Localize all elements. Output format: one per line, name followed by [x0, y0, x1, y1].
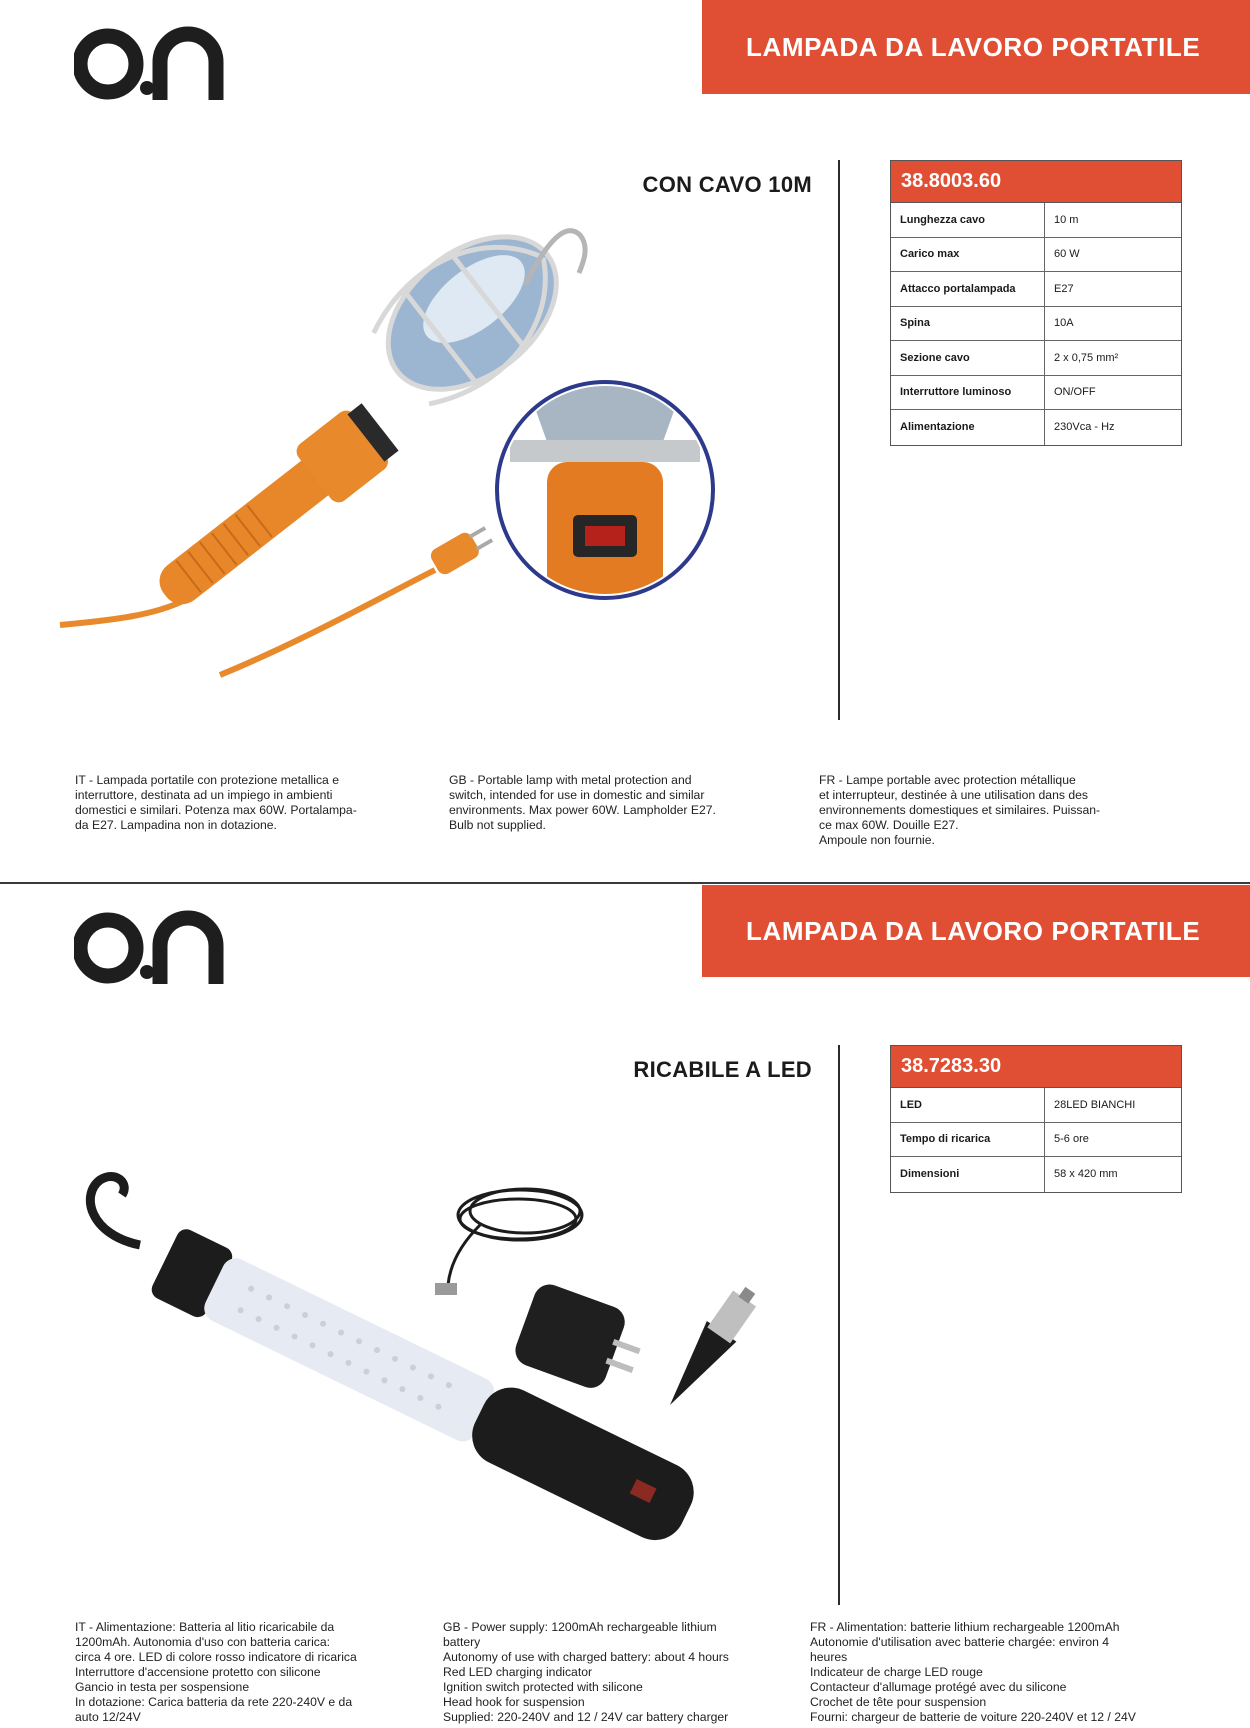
- spec-row: [891, 410, 1181, 445]
- led-lamp-image: [70, 1165, 800, 1545]
- spec-key: LED: [891, 1088, 1045, 1122]
- banner-title: LAMPADA DA LAVORO PORTATILE: [746, 31, 1201, 62]
- spec-row: [891, 203, 1181, 238]
- spec-row: [891, 238, 1181, 273]
- spec-value: 60 W: [1054, 248, 1080, 261]
- spec-key: Sezione cavo: [891, 341, 1045, 375]
- spec-key: Interruttore luminoso: [891, 376, 1045, 410]
- description-fr: FR - Lampe portable avec protection métallique et interrupteur, destinée à une utilisation dans des environnements domestiques et similaires. Puissan- ce max 60W. Douille E27. Ampoule non fournie.: [819, 773, 1101, 847]
- spec-key: Attacco portalampada: [891, 272, 1045, 306]
- header-banner: [702, 0, 1250, 94]
- spec-key: Alimentazione: [891, 410, 1045, 445]
- product-title: CON CAVO 10M: [642, 172, 812, 197]
- spec-row: [891, 1123, 1181, 1158]
- brand-logo: [74, 910, 224, 986]
- spec-value: 58 x 420 mm: [1054, 1168, 1118, 1181]
- spec-row: [891, 341, 1181, 376]
- description-it: IT - Lampada portatile con protezione metallica e interruttore, destinata ad un impiego in ambienti domestici e similari. Potenza max 60W. Portalampa- da E27. Lampadina non in dotazione.: [75, 773, 357, 832]
- product-code: 38.8003.60: [891, 161, 1181, 203]
- spec-key: Carico max: [891, 238, 1045, 272]
- spec-value: E27: [1054, 282, 1074, 295]
- spec-row: [891, 1088, 1181, 1123]
- spec-value: 5-6 ore: [1054, 1133, 1089, 1146]
- spec-key: Lunghezza cavo: [891, 203, 1045, 237]
- spec-value: 28LED BIANCHI: [1054, 1098, 1136, 1111]
- vertical-divider: [838, 1045, 840, 1605]
- spec-key: Spina: [891, 307, 1045, 341]
- product-code: 38.7283.30: [891, 1046, 1181, 1088]
- on-logo-icon: [74, 910, 224, 986]
- description-gb: GB - Power supply: 1200mAh rechargeable lithium battery Autonomy of use with charged battery: about 4 hours Red LED charging indicator Ignition switch protected with silicone Head hook for suspension Supplied: 220-240V and 12 / 24V car battery charger: [443, 1620, 729, 1724]
- spec-key: Tempo di ricarica: [891, 1123, 1045, 1157]
- spec-table: [890, 1045, 1182, 1193]
- spec-row: [891, 1157, 1181, 1192]
- spec-value: 10 m: [1054, 213, 1079, 226]
- spec-key: Dimensioni: [891, 1157, 1045, 1192]
- spec-row: [891, 272, 1181, 307]
- spec-value: ON/OFF: [1054, 386, 1096, 399]
- product-panel-2: [0, 885, 1250, 1728]
- spec-value: 2 x 0,75 mm²: [1054, 351, 1119, 364]
- spec-value: 230Vca - Hz: [1054, 421, 1115, 434]
- spec-row: [891, 376, 1181, 411]
- header-banner: [702, 885, 1250, 977]
- work-lamp-image: [55, 225, 815, 680]
- description-it: IT - Alimentazione: Batteria al litio ricaricabile da 1200mAh. Autonomia d'uso con batteria carica: circa 4 ore. LED di colore rosso indicatore di ricarica Interruttore d'accensione protetto con silicone Gancio in testa per sospensione In dotazione: Carica batteria da rete 220-240V e da auto 12/24V: [75, 1620, 357, 1724]
- spec-row: [891, 307, 1181, 342]
- vertical-divider: [838, 160, 840, 720]
- spec-value: 10A: [1054, 317, 1074, 330]
- description-fr: FR - Alimentation: batterie lithium rechargeable 1200mAh Autonomie d'utilisation avec batterie chargée: environ 4 heures Indicateur de charge LED rouge Contacteur d'allumage protégé avec du silicone Crochet de tête pour suspension Fourni: chargeur de batterie de voiture 220-240V et 12 / 24V: [810, 1620, 1136, 1724]
- product-title: RICABILE A LED: [633, 1057, 812, 1082]
- spec-table: [890, 160, 1182, 446]
- description-gb: GB - Portable lamp with metal protection and switch, intended for use in domestic and similar environments. Max power 60W. Lampholder E27. Bulb not supplied.: [449, 773, 716, 832]
- banner-title: LAMPADA DA LAVORO PORTATILE: [746, 915, 1201, 946]
- on-logo-icon: [74, 26, 224, 102]
- brand-logo: [74, 26, 224, 102]
- panel-divider: [0, 882, 1250, 884]
